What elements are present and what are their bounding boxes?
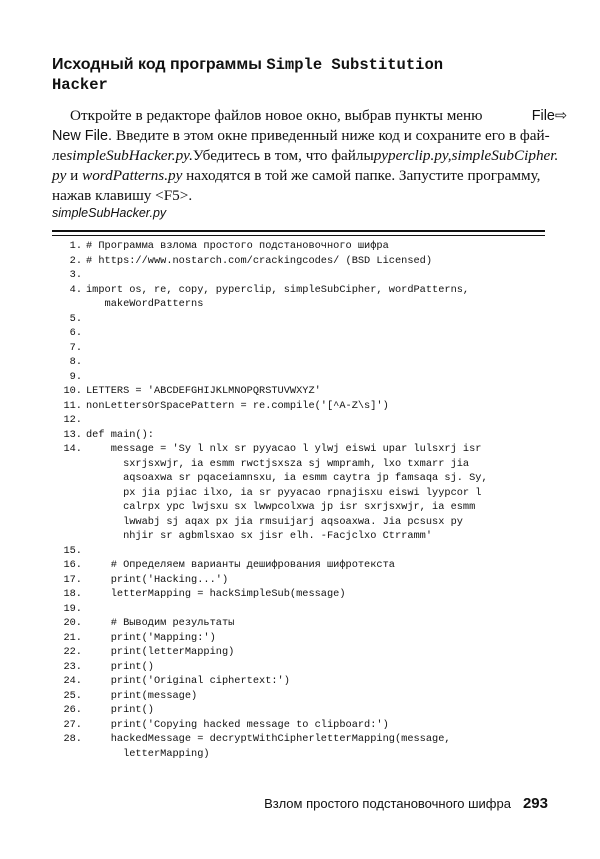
code-text: message = 'Sy l nlx sr pyyacao l ylwj eiswi upar lulsxrj isr xyxy=(86,443,482,455)
line-number: 7. xyxy=(69,341,82,354)
menu-new-file: New File. xyxy=(52,128,112,144)
code-text xyxy=(82,312,86,327)
code-text xyxy=(82,355,86,370)
line-number: 2. xyxy=(69,254,82,267)
code-text: LETTERS = 'ABCDEFGHIJKLMNOPQRSTUVWXYZ' xyxy=(86,385,321,397)
code-text: # Программа взлома простого подстановочного шифра xyxy=(86,240,389,252)
line-number: 4. xyxy=(69,283,82,296)
code-line xyxy=(52,254,545,269)
code-text: print() xyxy=(86,660,154,673)
code-line xyxy=(52,326,545,341)
line-number: 11. xyxy=(63,399,82,412)
filename: simpleSubCipher. xyxy=(451,147,559,164)
line-number xyxy=(52,515,82,530)
code-text: sxrjsxwjr, ia esmm rwctjsxsza sj wmpramh, lxo txmarr jia xyxy=(86,457,470,470)
line-number: 26. xyxy=(63,704,82,716)
filename: simpleSubHacker.py. xyxy=(66,147,193,164)
code-text: print('Hacking...') xyxy=(86,573,229,586)
line-number: 17. xyxy=(63,573,82,586)
line-number: 13. xyxy=(63,428,82,441)
line-number: 27. xyxy=(63,718,82,731)
code-line xyxy=(52,413,545,428)
line-number xyxy=(52,486,82,501)
code-line xyxy=(52,558,545,573)
code-line xyxy=(52,573,545,588)
code-text: # Определяем варианты дешифрования шифротекста xyxy=(86,559,395,571)
line-number: 24. xyxy=(63,675,82,687)
code-text: hackedMessage = decryptWithCipherletterMapping(message, xyxy=(86,733,451,745)
page-number: 293 xyxy=(522,795,548,812)
para-line-1 xyxy=(52,106,567,126)
para-line-3 xyxy=(52,146,559,166)
code-line xyxy=(52,457,545,472)
code-line xyxy=(52,297,545,312)
filename: pyperclip.py, xyxy=(373,147,452,164)
line-number: 14. xyxy=(63,443,82,455)
code-line xyxy=(52,718,545,733)
para-text: ле xyxy=(52,147,67,164)
code-line xyxy=(52,442,545,457)
code-line xyxy=(52,660,545,675)
code-line xyxy=(52,544,545,559)
code-text: print(letterMapping) xyxy=(86,646,235,658)
code-line xyxy=(52,529,545,544)
code-text: nhjir sr agbmlsxao sx jisr elh. -Facjclxo Ctrramm' xyxy=(86,530,433,542)
line-number xyxy=(52,747,82,762)
listing-rule-top xyxy=(52,230,545,232)
code-line xyxy=(52,239,545,254)
code-text xyxy=(82,341,86,356)
heading-code-name-cont: Hacker xyxy=(52,76,108,94)
code-line xyxy=(52,515,545,530)
code-line xyxy=(52,500,545,515)
code-line xyxy=(52,587,545,602)
line-number: 21. xyxy=(63,631,82,644)
code-text: def main(): xyxy=(86,428,154,441)
line-number xyxy=(52,297,82,312)
code-text: print() xyxy=(86,704,154,716)
code-line xyxy=(52,283,545,298)
line-number: 10. xyxy=(63,385,82,397)
para-text: Откройте в редакторе файлов новое окно, выбрав пункты меню xyxy=(70,107,483,124)
line-number: 15. xyxy=(63,544,82,557)
code-line xyxy=(52,471,545,486)
menu-file: File⇨ xyxy=(531,108,567,124)
running-title: Взлом простого подстановочного шифра xyxy=(264,796,511,811)
code-line xyxy=(52,486,545,501)
para-line-4 xyxy=(52,166,549,186)
para-line-5: нажав клавишу <F5>. xyxy=(52,187,193,204)
code-text xyxy=(82,602,86,617)
code-line xyxy=(52,631,545,646)
code-line xyxy=(52,355,545,370)
code-line xyxy=(52,370,545,385)
line-number: 12. xyxy=(63,414,82,426)
line-number: 5. xyxy=(69,312,82,325)
code-text xyxy=(82,544,86,559)
line-number xyxy=(52,529,82,544)
line-number: 8. xyxy=(69,356,82,368)
code-text xyxy=(82,326,86,341)
code-line xyxy=(52,341,545,356)
para-line-2 xyxy=(52,126,549,146)
line-number xyxy=(52,471,82,486)
heading-code-name: Simple Substitution xyxy=(266,56,444,74)
code-line xyxy=(52,602,545,617)
heading-title: Исходный код программы xyxy=(52,56,262,73)
line-number xyxy=(52,457,82,472)
code-text: print('Copying hacked message to clipboard:') xyxy=(86,718,389,731)
code-line xyxy=(52,732,545,747)
code-text xyxy=(82,370,86,385)
code-text: nonLettersOrSpacePattern = re.compile('[^A-Z\s]') xyxy=(86,399,389,412)
line-number: 1. xyxy=(69,240,82,252)
code-line xyxy=(52,645,545,660)
code-line xyxy=(52,428,545,443)
code-text: lwwabj sj aqax px jia rmsuijarj aqsoaxwa. Jia pcsusx py xyxy=(86,515,463,528)
section-heading xyxy=(52,55,552,95)
listing-caption: simpleSubHacker.py xyxy=(52,206,167,220)
code-text: letterMapping) xyxy=(86,747,210,760)
code-line xyxy=(52,616,545,631)
listing-rule-inner xyxy=(52,235,545,236)
filename: wordPatterns.py xyxy=(82,167,183,184)
line-number: 3. xyxy=(69,269,82,281)
code-text: px jia pjiac ilxo, ia sr pyyacao rpnajisxu eiswi lyypcor l xyxy=(86,486,482,499)
code-text xyxy=(82,413,86,428)
code-line xyxy=(52,703,545,718)
code-text: print(message) xyxy=(86,689,198,702)
line-number: 16. xyxy=(63,559,82,571)
code-line xyxy=(52,268,545,283)
code-text: makeWordPatterns xyxy=(86,298,204,310)
body-paragraph xyxy=(52,106,567,206)
para-text: Убедитесь в том, что файлы xyxy=(192,147,374,164)
para-text: находятся в той же самой папке. Запустите программу, xyxy=(186,167,541,184)
line-number: 9. xyxy=(69,370,82,383)
para-text: и xyxy=(70,167,79,184)
code-line xyxy=(52,399,545,414)
line-number: 25. xyxy=(63,689,82,702)
code-text: print('Mapping:') xyxy=(86,631,216,644)
code-listing xyxy=(52,239,545,761)
line-number: 23. xyxy=(63,660,82,673)
code-text: # Выводим результаты xyxy=(86,617,235,629)
para-text: Введите в этом окне приведенный ниже код и сохраните его в фай- xyxy=(115,127,550,144)
code-line xyxy=(52,384,545,399)
line-number: 20. xyxy=(63,617,82,629)
code-text: calrpx ypc lwjsxu sx lwwpcolxwa jp isr sxrjsxwjr, ia esmm xyxy=(86,501,476,513)
line-number: 22. xyxy=(63,646,82,658)
code-line xyxy=(52,747,545,762)
code-line xyxy=(52,312,545,327)
code-line xyxy=(52,674,545,689)
filename: py xyxy=(52,167,67,184)
code-text: print('Original ciphertext:') xyxy=(86,675,290,687)
code-text: aqsoaxwa sr pqaceiamnsxu, ia esmm caytra jp famsaqa sj. Sy, xyxy=(86,472,488,484)
line-number: 19. xyxy=(63,602,82,615)
code-line xyxy=(52,689,545,704)
line-number xyxy=(52,500,82,515)
page-footer xyxy=(264,795,548,812)
code-text xyxy=(82,268,86,283)
line-number: 28. xyxy=(63,733,82,745)
code-text: # https://www.nostarch.com/crackingcodes/ (BSD Licensed) xyxy=(86,254,433,267)
line-number: 18. xyxy=(63,588,82,600)
line-number: 6. xyxy=(69,327,82,339)
code-text: import os, re, copy, pyperclip, simpleSubCipher, wordPatterns, xyxy=(86,283,470,296)
code-text: letterMapping = hackSimpleSub(message) xyxy=(86,588,346,600)
